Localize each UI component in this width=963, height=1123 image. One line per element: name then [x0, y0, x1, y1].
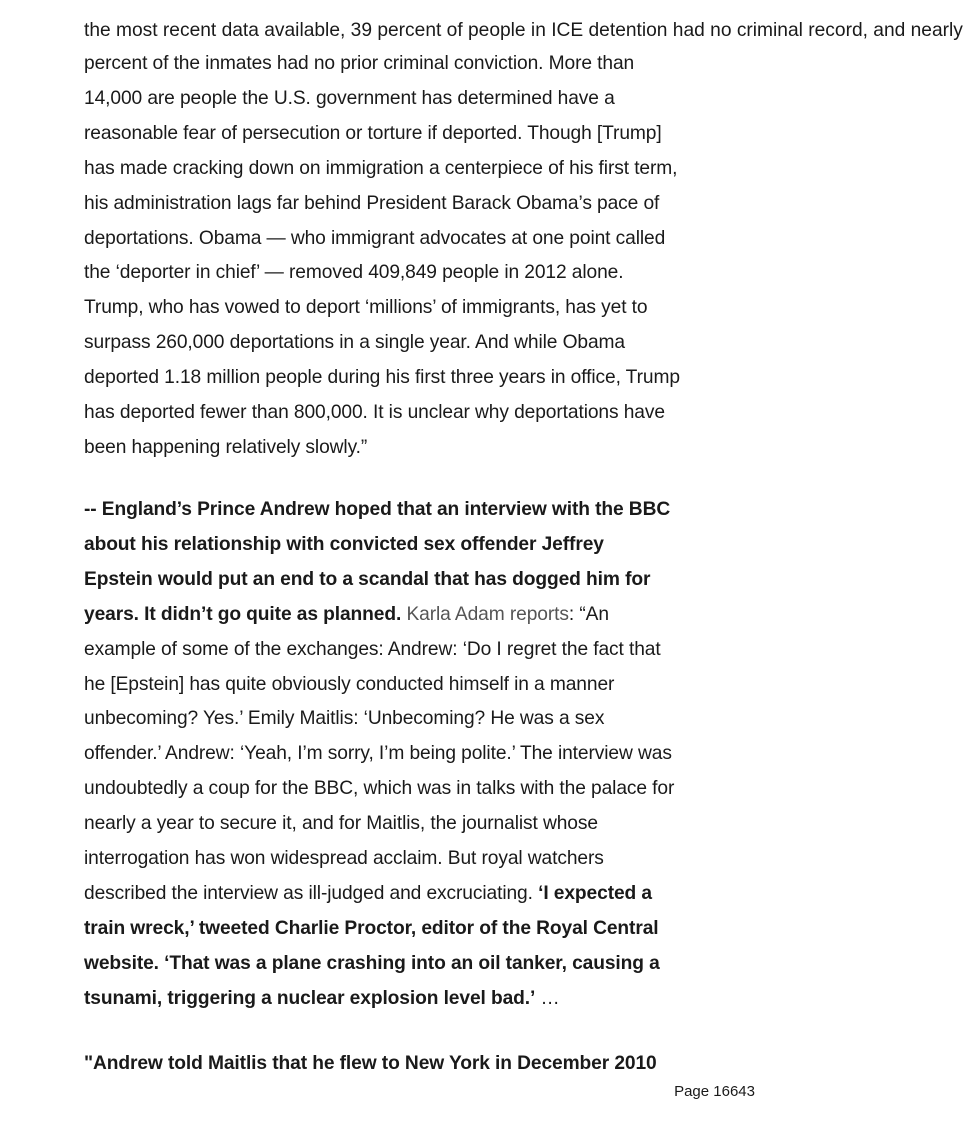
paragraph-line: interrogation has won widespread acclaim. But royal watchers: [84, 848, 604, 870]
paragraph-line: deported 1.18 million people during his first three years in office, Trump: [84, 367, 680, 389]
paragraph-line: deportations. Obama — who immigrant advocates at one point called: [84, 227, 666, 249]
cutoff-text-line: [84, 20, 963, 41]
ellipsis-text: …: [540, 987, 560, 1009]
paragraph-line: the ‘deporter in chief’ — removed 409,849 people in 2012 alone.: [84, 262, 624, 284]
lead-bold-text: years. It didn’t go quite as planned.: [84, 603, 402, 625]
quote-open-text: : “An: [568, 603, 609, 625]
paragraph-line: [84, 598, 734, 633]
paragraph-andrew-told-maitlis: [84, 1047, 734, 1082]
paragraph-line: -- England’s Prince Andrew hoped that an interview with the BBC: [84, 499, 671, 520]
quote-bold-text: ‘I expected a: [538, 882, 652, 904]
paragraph-deportations: [84, 47, 734, 466]
paragraph-line: example of some of the exchanges: Andrew: ‘Do I regret the fact that: [84, 638, 661, 660]
paragraph-line: been happening relatively slowly.”: [84, 436, 368, 458]
paragraph-line: unbecoming? Yes.’ Emily Maitlis: ‘Unbecoming? He was a sex: [84, 708, 605, 730]
paragraph-line: has made cracking down on immigration a centerpiece of his first term,: [84, 157, 678, 179]
paragraph-line: [84, 982, 734, 1017]
paragraph-line: "Andrew told Maitlis that he flew to New York in December 2010: [84, 1053, 657, 1074]
paragraph-line: [84, 877, 734, 912]
paragraph-line: offender.’ Andrew: ‘Yeah, I’m sorry, I’m being polite.’ The interview was: [84, 743, 672, 765]
paragraph-line: nearly a year to secure it, and for Maitlis, the journalist whose: [84, 813, 598, 835]
paragraph-line: about his relationship with convicted sex offender Jeffrey: [84, 533, 604, 555]
paragraph-line: has deported fewer than 800,000. It is unclear why deportations have: [84, 402, 665, 424]
paragraph-prince-andrew: [84, 493, 734, 1017]
paragraph-line: undoubtedly a coup for the BBC, which was in talks with the palace for: [84, 778, 675, 800]
paragraph-line: his administration lags far behind President Barack Obama’s pace of: [84, 192, 660, 214]
karla-adam-reports-link[interactable]: Karla Adam reports: [406, 603, 569, 625]
paragraph-line: Epstein would put an end to a scandal that has dogged him for: [84, 568, 651, 590]
cutoff-line-text: the most recent data available, 39 percent of people in ICE detention had no criminal record, and nearly: [84, 20, 963, 41]
paragraph-line: train wreck,’ tweeted Charlie Proctor, editor of the Royal Central: [84, 917, 659, 939]
paragraph-line: surpass 260,000 deportations in a single year. And while Obama: [84, 332, 625, 354]
plain-text: described the interview as ill-judged and excruciating.: [84, 882, 533, 904]
quote-bold-text: tsunami, triggering a nuclear explosion level bad.’: [84, 987, 536, 1009]
paragraph-line: 14,000 are people the U.S. government has determined have a: [84, 87, 615, 109]
paragraph-line: percent of the inmates had no prior criminal conviction. More than: [84, 53, 635, 74]
paragraph-line: Trump, who has vowed to deport ‘millions’ of immigrants, has yet to: [84, 297, 648, 319]
paragraph-line: reasonable fear of persecution or torture if deported. Though [Trump]: [84, 122, 662, 144]
page-number: Page 16643: [674, 1083, 755, 1100]
paragraph-line: he [Epstein] has quite obviously conducted himself in a manner: [84, 673, 615, 695]
paragraph-line: website. ‘That was a plane crashing into an oil tanker, causing a: [84, 952, 660, 974]
